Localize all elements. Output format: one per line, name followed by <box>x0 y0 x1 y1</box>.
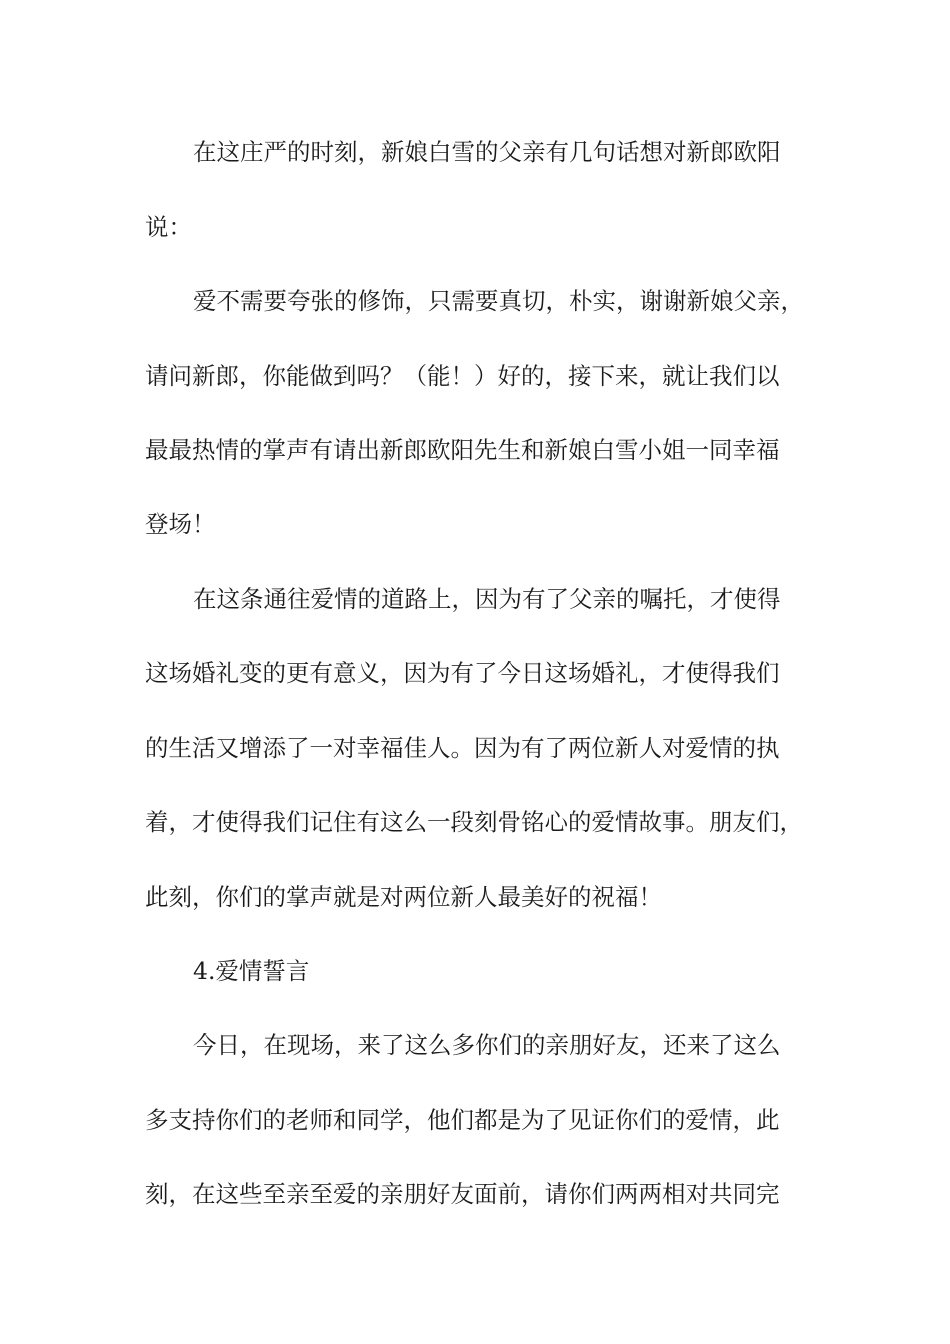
paragraph-line: 刻，在这些至亲至爱的亲朋好友面前，请你们两两相对共同完 <box>145 1180 780 1208</box>
paragraph-line: 多支持你们的老师和同学，他们都是为了见证你们的爱情，此 <box>145 1106 780 1134</box>
paragraph-line: 此刻，你们的掌声就是对两位新人最美好的祝福！ <box>145 883 662 911</box>
paragraph-line: 今日，在现场，来了这么多你们的亲朋好友，还来了这么 <box>193 1031 781 1059</box>
section-heading: 4.爱情誓言 <box>193 957 310 985</box>
paragraph-line: 最最热情的掌声有请出新郎欧阳先生和新娘白雪小姐一同幸福 <box>145 436 780 464</box>
paragraph-line: 登场！ <box>145 510 216 538</box>
paragraph-line: 说： <box>145 213 192 241</box>
paragraph-line: 请问新郎，你能做到吗？（能！）好的，接下来，就让我们以 <box>145 362 780 390</box>
paragraph-line: 爱不需要夸张的修饰，只需要真切，朴实，谢谢新娘父亲， <box>193 287 804 315</box>
paragraph-line: 这场婚礼变的更有意义，因为有了今日这场婚礼，才使得我们 <box>145 659 780 687</box>
paragraph-line: 的生活又增添了一对幸福佳人。因为有了两位新人对爱情的执 <box>145 734 780 762</box>
paragraph-line: 在这条通往爱情的道路上，因为有了父亲的嘱托，才使得 <box>193 585 781 613</box>
paragraph-line: 在这庄严的时刻，新娘白雪的父亲有几句话想对新郎欧阳 <box>193 138 781 166</box>
paragraph-line: 着，才使得我们记住有这么一段刻骨铭心的爱情故事。朋友们， <box>145 808 803 836</box>
